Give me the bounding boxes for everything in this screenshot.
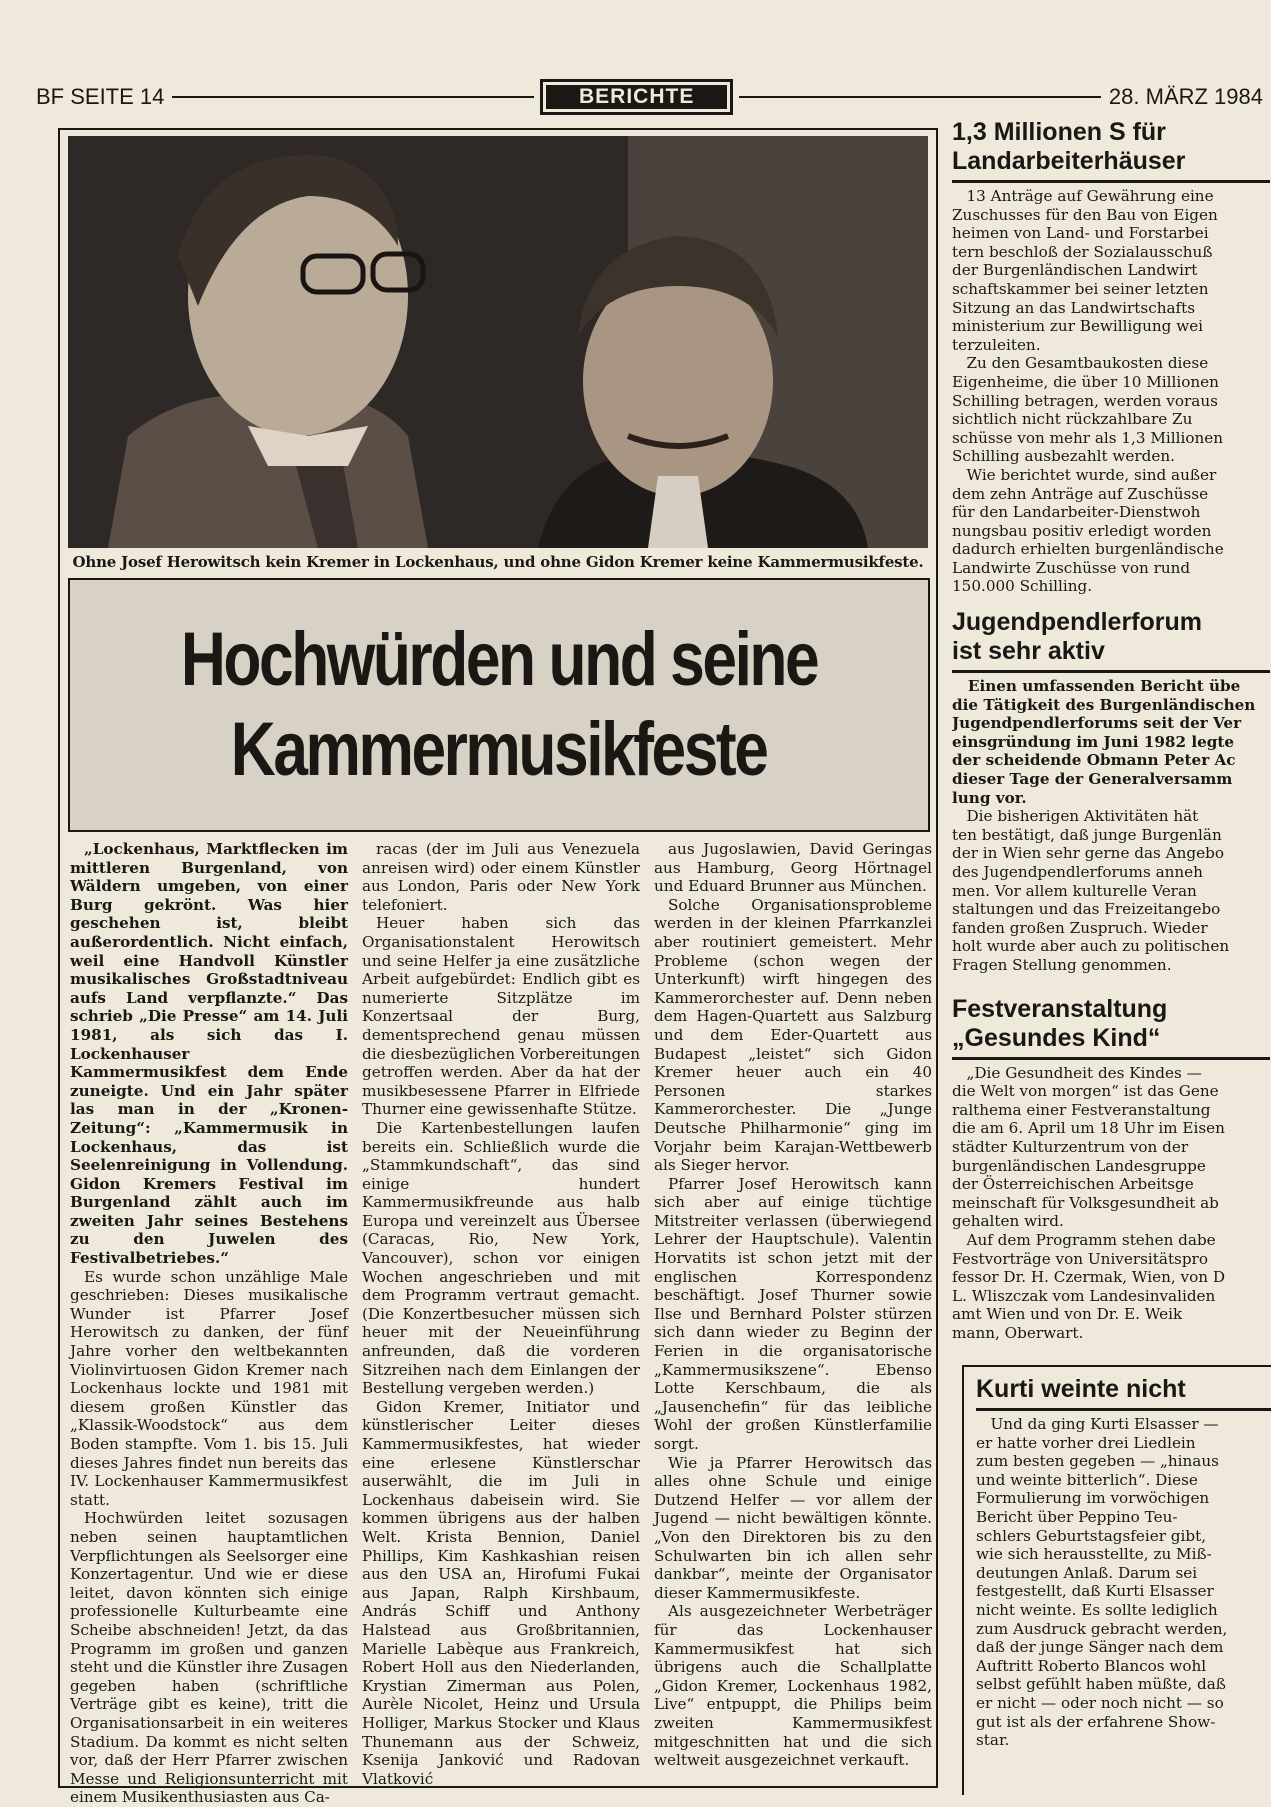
article-paragraph: Als ausgezeichneter Werbeträger für das Lockenhauser Kammermusikfest hat sich übrigens auch die Schallplatte „Gidon Kremer, Lockenhaus 1982, Live“ entpuppt, die Philips beim zweiten Kammermusikfest mitgeschnitten hat und die sich weltweit ausgezeichnet verkauft. [654, 1602, 932, 1770]
text-line: Schilling ausbezahlt werden. [952, 447, 1175, 466]
side-story-body [952, 1064, 1270, 1343]
divider [952, 670, 1270, 673]
text-line: Die bisherigen Aktivitäten hät [952, 807, 1199, 826]
side-story-title: Kurti weinte nicht [976, 1375, 1186, 1403]
section-label: BERICHTE [540, 79, 733, 115]
side-story-landarbeiter [952, 118, 1270, 596]
text-line: einsgründung im Juni 1982 legte [952, 732, 1235, 751]
side-story-lead [952, 677, 1270, 807]
text-line: der scheidende Obmann Peter Ac [952, 751, 1236, 770]
text-line: Bericht über Peppino Teu- [976, 1507, 1178, 1526]
text-line: 150.000 Schilling. [952, 577, 1093, 596]
side-story-title: Landarbeiterhäuser [952, 147, 1186, 175]
text-line: schlers Geburtstagsfeier gibt, [976, 1526, 1207, 1545]
text-line: mann, Oberwart. [952, 1323, 1084, 1342]
text-line: Festvorträge von Universitätspro [952, 1249, 1208, 1268]
side-story-body [976, 1415, 1271, 1750]
text-line: deutungen Anlaß. Darum sei [976, 1563, 1198, 1582]
text-line: festgestellt, daß Kurti Elsasser [976, 1582, 1214, 1601]
text-line: terzuleiten. [952, 335, 1041, 354]
text-line: 13 Anträge auf Gewährung eine [952, 187, 1214, 205]
divider [976, 1408, 1271, 1411]
text-line: städter Kulturzentrum von der [952, 1137, 1189, 1156]
masthead-rule [172, 96, 534, 98]
side-story-title: „Gesundes Kind“ [952, 1023, 1161, 1052]
issue-date: 28. MÄRZ 1984 [1108, 84, 1263, 109]
divider [952, 180, 1270, 183]
headline-box [68, 578, 930, 832]
article-paragraph: aus Jugoslawien, David Geringas aus Hamburg, Georg Hörtnagel und Eduard Brunner aus München. [654, 840, 932, 896]
article-paragraph: „Lockenhaus, Marktflecken im mittleren Burgenland, von Wäldern umgeben, von einer Burg gekrönt. Was hier geschehen ist, bleibt außerordentlich. Nicht einfach, weil eine Handvoll Künstler musikalisches Großstadtniveau aufs Land verpflanzte.“ Das schrieb „Die Presse“ am 14. Juli 1981, als sich das I. Lockenhauser Kammermusikfest dem Ende zuneigte. Und ein Jahr später las man in der „Kronen-Zeitung“: „Kammermusik in Lockenhaus, das ist Seelenreinigung in Vollendung. Gidon Kremers Festival im Burgenland zählt auch im zweiten Jahr seines Bestehens zu den Juwelen des Festivalbetriebes.“ [70, 840, 348, 1268]
photo-illustration [68, 136, 928, 548]
text-line: selbst gefühlt haben müßte, daß [976, 1675, 1226, 1694]
text-line: holt wurde aber auch zu politischen [952, 937, 1230, 956]
text-line: gehalten wird. [952, 1212, 1064, 1231]
text-line: L. Wliszczak vom Landesinvaliden [952, 1286, 1216, 1305]
text-line: schüsse von mehr als 1,3 Millionen [952, 428, 1224, 447]
page-number: BF SEITE 14 [36, 84, 165, 109]
side-story-jugendpendler [952, 608, 1270, 975]
text-line: Zu den Gesamtbaukosten diese [952, 354, 1209, 373]
text-line: dieser Tage der Generalversamm [952, 770, 1233, 789]
text-line: Sitzung an das Landwirtschafts [952, 298, 1196, 317]
text-line: die am 6. April um 18 Uhr im Eisen [952, 1119, 1225, 1138]
text-line: ralthema einer Festveranstaltung [952, 1100, 1211, 1119]
text-line: er nicht — oder noch nicht — so [976, 1693, 1224, 1712]
text-line: tern beschloß der Sozialausschuß [952, 242, 1213, 261]
text-line: „Die Gesundheit des Kindes — [952, 1063, 1202, 1082]
text-line: er hatte vorher drei Liedlein [976, 1433, 1196, 1452]
text-line: amt Wien und von Dr. E. Weik [952, 1305, 1183, 1324]
text-line: schaftskammer bei seiner letzten [952, 279, 1209, 298]
text-line: Schilling betragen, werden voraus [952, 391, 1218, 410]
side-story-title: Festveranstaltung [952, 994, 1168, 1023]
text-line: lung vor. [952, 788, 1027, 807]
text-line: sichtlich nicht rückzahlbare Zu [952, 410, 1193, 429]
photo-caption: Ohne Josef Herowitsch kein Kremer in Lockenhaus, und ohne Gidon Kremer keine Kammermusikfeste. [72, 553, 924, 571]
article-column-1 [70, 840, 348, 1807]
text-line: meinschaft für Volksgesundheit ab [952, 1193, 1219, 1212]
side-story-title: ist sehr aktiv [952, 637, 1105, 666]
headline-line-1: Hochwürden und seine [180, 617, 818, 702]
text-line: Zuschusses für den Bau von Eigen [952, 205, 1218, 224]
text-line: zum Ausdruck gebracht werden, [976, 1619, 1228, 1638]
text-line: fessor Dr. H. Czermak, Wien, von D [952, 1268, 1226, 1287]
text-line: staltungen und das Freizeitangebo [952, 900, 1221, 919]
text-line: zum besten gegeben — „hinaus [976, 1452, 1219, 1471]
text-line: der Österreichischen Arbeitsge [952, 1175, 1194, 1194]
masthead-rule [739, 96, 1101, 98]
text-line: Fragen Stellung genommen. [952, 955, 1172, 974]
text-line: burgenländischen Landesgruppe [952, 1156, 1206, 1175]
masthead [36, 80, 1263, 114]
text-line: nicht weinte. Es sollte lediglich [976, 1600, 1218, 1619]
text-line: fanden großen Zuspruch. Wieder [952, 918, 1208, 937]
text-line: heimen von Land- und Forstarbei [952, 224, 1209, 243]
text-line: ministerium zur Bewilligung wei [952, 317, 1204, 336]
text-line: die Tätigkeit des Burgenländischen [952, 695, 1256, 714]
side-story-festveranstaltung [952, 995, 1270, 1343]
article-paragraph: Die Kartenbestellungen laufen bereits ein. Schließlich wurde die „Stammkundschaft“, das sind einige hundert Kammermusikfreunde aus halb Europa und vereinzelt aus Übersee (Caracas, Rio, New York, Vancouver), schon vor einigen Wochen angeschrieben und mit dem Programm vertraut gemacht. (Die Konzertbesucher müssen sich heuer mit der Neueinführung anfreunden, daß die vorderen Sitzreihen nach dem Einlangen der Bestellung vergeben werden.) [362, 1118, 640, 1398]
text-line: Auf dem Programm stehen dabe [952, 1230, 1216, 1249]
text-line: Eigenheime, die über 10 Millionen [952, 372, 1219, 391]
side-story-body [952, 187, 1270, 596]
side-column [952, 118, 1270, 1342]
divider [952, 1057, 1270, 1060]
text-line: gut ist als der erfahrene Show- [976, 1712, 1216, 1731]
article-photo [68, 136, 928, 548]
headline-line-2: Kammermusikfeste [231, 707, 767, 792]
article-paragraph: Gidon Kremer, Initiator und künstlerischer Leiter dieses Kammermusikfestes, hat wieder eine erlesene Künstlerschar auserwählt, die im Juli in Lockenhaus dabeisein wird. Sie kommen übrigens aus der halben Welt. Krista Bennion, Daniel Phillips, Kim Kashkashian reisen aus den USA an, Hirofumi Fukai aus Japan, Ralph Kirshbaum, András Schiff und Anthony Halstead aus Großbritannien, Marielle Labèque aus Frankreich, Robert Holl aus den Niederlanden, Krystian Zimerman aus Polen, Aurèle Nicolet, Heinz und Ursula Holliger, Markus Stocker und Klaus Thunemann aus der Schweiz, Ksenija Janković und Radovan Vlatković [362, 1397, 640, 1788]
text-line: star. [976, 1731, 1010, 1750]
article-paragraph: Pfarrer Josef Herowitsch kann sich aber auf einige tüchtige Mitstreiter verlassen (überwiegend Lehrer der Hauptschule). Valentin Horvatits ist schon jetzt mit der englischen Korrespondenz beschäftigt. Josef Thurner sowie Ilse und Bernhard Polster stürzen sich dann wieder zu Beginn der Ferien in die organisatorische „Kammermusikszene“. Ebenso Lotte Kerschbaum, die als „Jausenchefin“ für das leibliche Wohl der großen Künstlerfamilie sorgt. [654, 1174, 932, 1453]
side-story-title: Jugendpendlerforum [952, 608, 1203, 637]
text-line: Jugendpendlerforums seit der Ver [952, 714, 1242, 733]
article-columns [70, 840, 932, 1807]
text-line: Wie berichtet wurde, sind außer [952, 465, 1217, 484]
side-story-kurti-box [962, 1365, 1271, 1795]
text-line: die Welt von morgen“ ist das Gene [952, 1082, 1219, 1101]
article-paragraph: Solche Organisationsprobleme werden in der kleinen Pfarrkanzlei aber routiniert gemeistert. Mehr Probleme (schon wegen der Unterkunft) wirft hingegen des Kammerorchester auf. Denn neben dem Hagen-Quartett aus Salzburg und dem Eder-Quartett aus Budapest „leistet“ sich Gidon Kremer heuer auch ein 40 Personen starkes Kammerorchester. Die „Junge Deutsche Philharmonie“ ging im Vorjahr beim Karajan-Wettbewerb als Sieger hervor. [654, 895, 932, 1175]
text-line: dadurch erhielten burgenländische [952, 540, 1224, 559]
text-line: des Jugendpendlerforums anneh [952, 863, 1203, 881]
article-paragraph: Hochwürden leitet sozusagen neben seinen hauptamtlichen Verpflichtungen als Seelsorger eine Konzertagentur. Und wie er diese leitet, davon könnten sich einige professionelle Kulturbeamte eine Scheibe abschneiden! Jetzt, da das Programm im großen und ganzen steht und die Künstler ihre Zusagen gegeben haben (schriftliche Verträge gibt es keine), tritt die Organisationsarbeit in ein weiteres Stadium. Da kommt es nicht selten vor, daß der Herr Pfarrer zwischen Messe und Religionsunterricht mit einem Musikenthusiasten aus Ca- [70, 1509, 348, 1807]
text-line: ten bestätigt, daß junge Burgenlän [952, 825, 1222, 844]
article-paragraph: Wie ja Pfarrer Herowitsch das alles ohne Schule und einige Dutzend Helfer — vor allem der Jugend — nicht bewältigen könnte. „Von den Direktoren bis zu den Schulwarten bin ich allen sehr dankbar“, meinte der Organisator dieser Kammermusikfeste. [654, 1453, 932, 1602]
article-column-2 [362, 840, 640, 1790]
text-line: und weinte bitterlich“. Diese [976, 1470, 1198, 1489]
text-line: Auftritt Roberto Blancos wohl [976, 1656, 1207, 1675]
text-line: nungsbau positiv erledigt worden [952, 521, 1212, 540]
article-paragraph: racas (der im Juli aus Venezuela anreisen wird) oder einem Künstler aus London, Paris oder New York telefoniert. [362, 840, 640, 914]
text-line: Landwirte Zuschüsse von rund [952, 558, 1191, 577]
article-column-3 [654, 840, 932, 1790]
text-line: Formulierung im vorwöchigen [976, 1489, 1210, 1508]
side-story-body [952, 807, 1270, 974]
side-story-title: 1,3 Millionen S für [952, 118, 1166, 146]
text-line: daß der junge Sänger nach dem [976, 1638, 1224, 1657]
article-paragraph: Es wurde schon unzählige Male geschrieben: Dieses musikalische Wunder ist Pfarrer Josef Herowitsch zu danken, der fünf Jahre vorher den weltbekannten Violinvirtuosen Gidon Kremer nach Lockenhaus lockte und 1981 mit diesem großen Künstler das „Klassik-Woodstock“ aus dem Boden stampfte. Vom 1. bis 15. Juli dieses Jahres findet nun bereits das IV. Lockenhauser Kammermusikfest statt. [70, 1267, 348, 1509]
text-line: wie sich herausstellte, zu Miß- [976, 1545, 1212, 1564]
text-line: Einen umfassenden Bericht übe [952, 677, 1241, 696]
article-paragraph: Heuer haben sich das Organisationstalent Herowitsch und seine Helfer ja eine zusätzliche Arbeit aufgebürdet: Endlich gibt es numerierte Sitzplätze im Konzertsaal der Burg, dementsprechend genau müssen die diesbezüglichen Vorbereitungen getroffen werden. Aber da hat der musikbesessene Pfarrer in Elfriede Thurner eine gewissenhafte Stütze. [362, 914, 640, 1119]
text-line: für den Landarbeiter-Dienstwoh [952, 503, 1201, 522]
text-line: dem zehn Anträge auf Zuschüsse [952, 484, 1209, 503]
text-line: Und da ging Kurti Elsasser — [976, 1415, 1219, 1433]
text-line: men. Vor allem kulturelle Veran [952, 881, 1197, 900]
text-line: der Burgenländischen Landwirt [952, 261, 1198, 280]
text-line: der in Wien sehr gerne das Angebo [952, 844, 1225, 863]
